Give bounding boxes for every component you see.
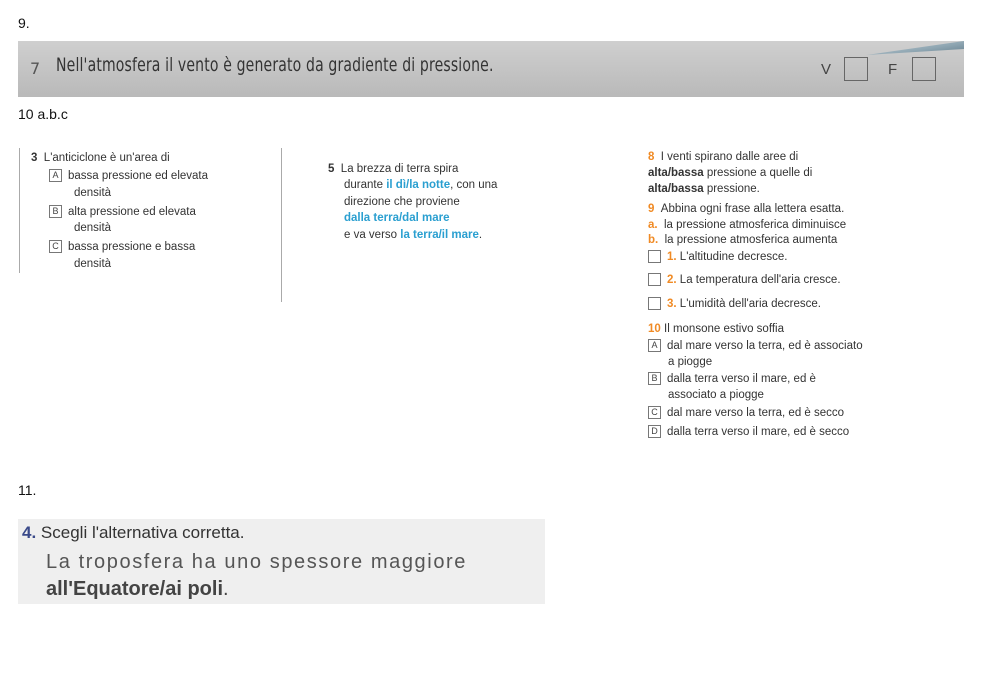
q5-line3: direzione che proviene [344, 196, 460, 208]
choice-land-sea-from[interactable]: dalla terra/dal mare [344, 212, 450, 224]
column-divider-left [19, 148, 20, 273]
option-a[interactable]: A bassa pressione ed elevata [49, 169, 208, 184]
option-b-line2: densità [74, 222, 112, 234]
checkbox[interactable] [648, 297, 661, 310]
q10-option-a-line2: a piogge [668, 356, 713, 368]
option-letter-a: A [648, 339, 661, 352]
q9-item-1[interactable]: 1. L'altitudine decresce. [648, 250, 787, 265]
option-letter-c: C [49, 240, 62, 253]
decorative-wedge [814, 41, 964, 61]
q8-line3: alta/bassa pressione. [648, 183, 760, 195]
q10-option-d[interactable]: D dalla terra verso il mare, ed è secco [648, 425, 849, 440]
q9-statement: Nell'atmosfera il vento è generato da gradiente di pressione. [56, 54, 494, 76]
q9-item-3[interactable]: 3. L'umidità dell'aria decresce. [648, 297, 821, 312]
option-b[interactable]: B alta pressione ed elevata [49, 205, 196, 220]
q10-stem: 10 Il monsone estivo soffia [648, 323, 784, 335]
option-c-line2: densità [74, 258, 112, 270]
checkbox[interactable] [648, 250, 661, 263]
q10-option-a[interactable]: A dal mare verso la terra, ed è associato [648, 339, 863, 354]
q11-question: 4. Scegli l'alternativa corretta. [22, 523, 245, 542]
q10-option-b[interactable]: B dalla terra verso il mare, ed è [648, 372, 816, 387]
q10-option-b-line2: associato a piogge [668, 389, 764, 401]
q9-option-b: b. la pressione atmosferica aumenta [648, 234, 838, 246]
q11-line1: La troposfera ha uno spessore maggiore [46, 551, 468, 573]
q5-line2: durante il dì/la notte, con una [344, 179, 498, 191]
true-checkbox[interactable] [844, 57, 868, 81]
option-letter-b: B [648, 372, 661, 385]
question-9-strip [18, 41, 964, 97]
question-11-box [18, 519, 545, 604]
choice-equator-poles[interactable]: all'Equatore/ai poli [46, 578, 224, 600]
false-label: F [888, 61, 898, 78]
q9-option-a: a. la pressione atmosferica diminuisce [648, 219, 847, 231]
q10-option-c[interactable]: C dal mare verso la terra, ed è secco [648, 406, 844, 421]
q9-stem: 9 Abbina ogni frase alla lettera esatta. [648, 203, 845, 215]
checkbox[interactable] [648, 273, 661, 286]
q11-line2: all'Equatore/ai poli. [46, 578, 229, 600]
choice-high-low-1[interactable]: alta/bassa [648, 167, 704, 179]
question-10-scan [18, 142, 940, 492]
option-letter-d: D [648, 425, 661, 438]
true-label: V [821, 61, 832, 78]
q9-item-2[interactable]: 2. La temperatura dell'aria cresce. [648, 273, 841, 288]
choice-day-night[interactable]: il dì/la notte [386, 179, 451, 191]
label-question-9: 9. [18, 15, 30, 31]
q8-line2: alta/bassa pressione a quelle di [648, 167, 813, 179]
option-letter-b: B [49, 205, 62, 218]
q8-line1: 8 I venti spirano dalle aree di [648, 151, 799, 163]
q5-line5: e va verso la terra/il mare. [344, 229, 483, 241]
option-letter-a: A [49, 169, 62, 182]
label-question-10: 10 a.b.c [18, 106, 68, 122]
option-a-line2: densità [74, 187, 112, 199]
false-checkbox[interactable] [912, 57, 936, 81]
option-c[interactable]: C bassa pressione e bassa [49, 240, 195, 255]
choice-land-sea-to[interactable]: la terra/il mare [400, 229, 479, 241]
label-question-11: 11. [18, 482, 37, 498]
q5-line1: 5 La brezza di terra spira [328, 163, 459, 175]
q10-col1-stem: 3 L'anticiclone è un'area di [31, 152, 170, 164]
choice-high-low-2[interactable]: alta/bassa [648, 183, 704, 195]
q9-number: 7 [30, 59, 41, 78]
column-divider-right [281, 148, 282, 302]
option-letter-c: C [648, 406, 661, 419]
